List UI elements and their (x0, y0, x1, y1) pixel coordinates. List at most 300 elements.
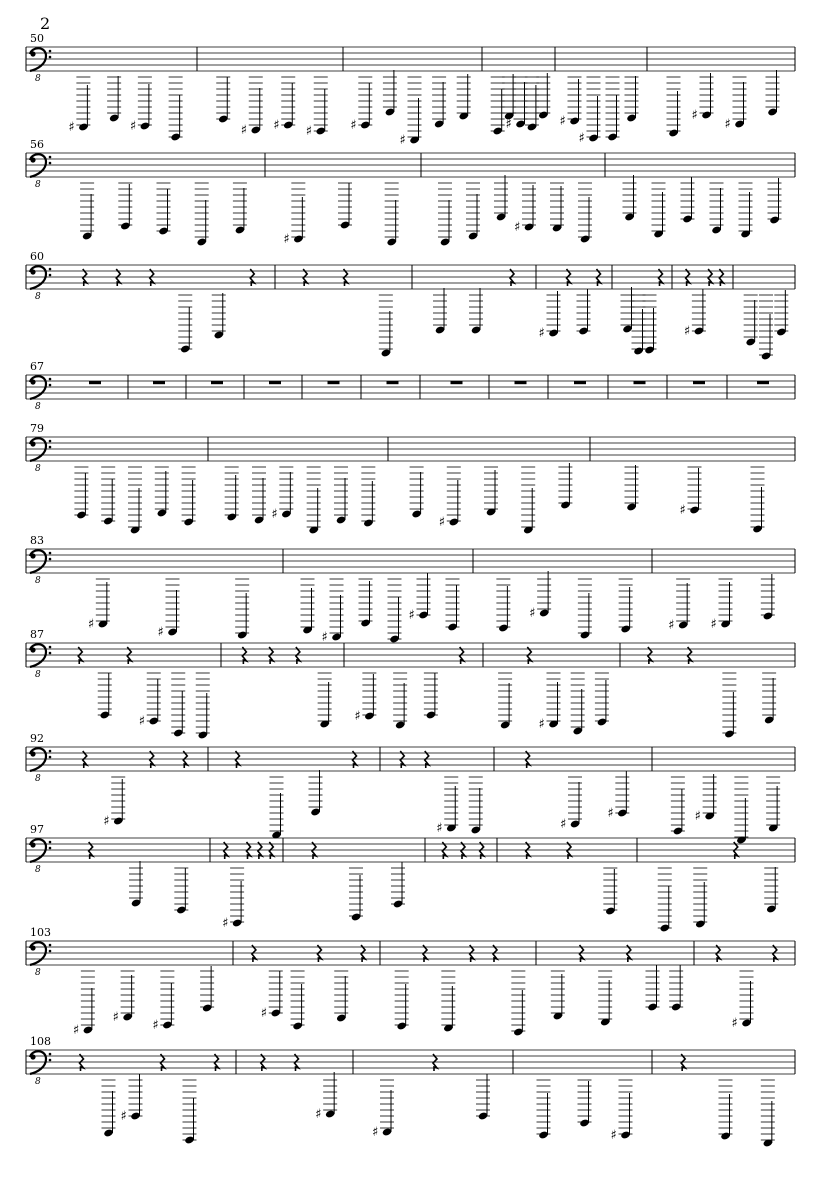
measure-number: 108 (30, 1035, 51, 1048)
note (578, 183, 592, 244)
note (595, 673, 609, 727)
note (269, 971, 283, 1018)
note (547, 291, 561, 338)
note (380, 1080, 394, 1137)
rest (317, 945, 321, 962)
sharp-accidental: ♯ (240, 123, 248, 138)
note (121, 971, 135, 1022)
note (652, 183, 666, 239)
sharp-accidental: ♯ (222, 916, 229, 931)
note (441, 971, 455, 1033)
note (447, 467, 461, 527)
note (417, 573, 431, 620)
note (281, 77, 295, 130)
measure-number: 67 (30, 360, 44, 373)
bass-clef-icon (30, 376, 51, 399)
rest (716, 945, 720, 962)
rest (236, 751, 240, 768)
note (494, 175, 508, 222)
note (568, 777, 582, 829)
bass-clef-icon (30, 942, 51, 965)
note (700, 73, 714, 120)
sharp-accidental: ♯ (112, 1010, 119, 1025)
note (252, 467, 266, 525)
sharp-accidental: ♯ (578, 131, 585, 146)
rest (526, 751, 530, 768)
note (118, 183, 132, 231)
note (111, 777, 125, 826)
note (719, 579, 733, 629)
note (80, 183, 94, 241)
note (693, 868, 707, 929)
note (444, 777, 458, 833)
rest (242, 647, 246, 664)
note (571, 673, 585, 736)
note (128, 467, 142, 535)
note (619, 1080, 633, 1140)
note (598, 971, 612, 1027)
sharp-accidental: ♯ (710, 617, 717, 632)
note (225, 467, 239, 522)
sharp-accidental: ♯ (68, 120, 75, 135)
measure-number: 50 (30, 32, 44, 45)
sharp-accidental: ♯ (529, 606, 536, 621)
sharp-accidental: ♯ (72, 1023, 80, 1038)
note (615, 771, 629, 818)
note (740, 971, 754, 1028)
rest (470, 945, 474, 962)
note (733, 77, 747, 129)
sharp-accidental: ♯ (438, 515, 446, 530)
note (621, 287, 635, 334)
bass-clef-icon (30, 48, 51, 71)
note (710, 183, 724, 235)
sharp-accidental: ♯ (260, 1006, 268, 1021)
bass-clef-icon (30, 644, 51, 667)
note (81, 971, 95, 1035)
note (432, 77, 446, 129)
rest (659, 269, 663, 286)
note (568, 77, 582, 126)
rest (423, 945, 427, 962)
rest (567, 269, 571, 286)
staff-system (26, 732, 795, 845)
sharp-accidental: ♯ (538, 717, 545, 732)
note (619, 579, 633, 634)
note (759, 295, 773, 361)
rest (567, 842, 571, 859)
note (550, 183, 564, 233)
octave-mark: 8 (35, 402, 41, 412)
octave-mark: 8 (35, 1077, 41, 1087)
rest (361, 945, 365, 962)
rest (527, 647, 531, 664)
note (578, 1080, 592, 1128)
rest (734, 842, 738, 859)
sharp-accidental: ♯ (610, 1128, 617, 1143)
note (138, 77, 152, 131)
note (466, 183, 480, 241)
note (160, 971, 174, 1030)
rest (773, 945, 777, 962)
note (692, 289, 706, 336)
measure-number: 56 (30, 138, 44, 151)
note (301, 579, 315, 635)
rest (648, 647, 652, 664)
note (98, 673, 112, 720)
note (469, 777, 483, 835)
sharp-accidental: ♯ (321, 630, 328, 645)
note (362, 673, 376, 721)
note (768, 178, 782, 225)
measure-number: 92 (30, 732, 44, 745)
note (537, 1080, 551, 1140)
sharp-accidental: ♯ (538, 326, 545, 341)
note (323, 1072, 337, 1119)
staff-system (26, 628, 795, 740)
note (722, 673, 736, 739)
rest (258, 842, 262, 859)
note (270, 777, 284, 840)
note (578, 579, 592, 640)
note (643, 295, 657, 355)
sharp-accidental: ♯ (505, 117, 512, 132)
sharp-accidental: ♯ (399, 133, 406, 148)
rest (688, 647, 692, 664)
note (766, 777, 780, 833)
note (498, 673, 512, 730)
note (157, 183, 171, 236)
rest (183, 751, 187, 768)
octave-mark: 8 (35, 292, 41, 302)
note (703, 774, 717, 821)
sharp-accidental: ♯ (120, 1109, 127, 1124)
rest (295, 1054, 299, 1071)
note (391, 862, 405, 909)
note (233, 183, 247, 235)
note (766, 70, 780, 117)
note (671, 777, 685, 836)
note (491, 77, 505, 136)
note (762, 673, 776, 725)
whole-rest (153, 381, 165, 384)
note (681, 177, 695, 224)
note (178, 295, 192, 354)
measure-number: 83 (30, 534, 44, 547)
note (551, 971, 565, 1021)
note (388, 579, 402, 644)
rest (510, 269, 514, 286)
note (385, 183, 399, 247)
rest (312, 842, 316, 859)
sharp-accidental: ♯ (273, 118, 280, 133)
bass-clef-icon (30, 550, 51, 573)
sharp-accidental: ♯ (679, 503, 686, 518)
octave-mark: 8 (35, 180, 41, 190)
rest (116, 269, 120, 286)
note (169, 77, 183, 142)
staff-system (26, 250, 795, 361)
rest (442, 842, 446, 859)
note (521, 467, 535, 535)
whole-rest (328, 381, 340, 384)
note (623, 175, 637, 222)
rest (78, 647, 82, 664)
note (361, 467, 375, 528)
sharp-accidental: ♯ (683, 324, 691, 339)
note (761, 574, 775, 621)
note (734, 777, 748, 845)
note (379, 295, 393, 358)
note (129, 861, 143, 908)
sharp-accidental: ♯ (668, 618, 675, 633)
note (646, 965, 660, 1012)
rest (597, 269, 601, 286)
rest (269, 842, 273, 859)
whole-rest (574, 381, 586, 384)
rest (353, 751, 357, 768)
octave-mark: 8 (35, 464, 41, 474)
note (739, 183, 753, 239)
whole-rest (515, 381, 527, 384)
page-number: 2 (40, 14, 51, 33)
sharp-accidental: ♯ (157, 625, 164, 640)
note (761, 1080, 775, 1148)
whole-rest (89, 381, 101, 384)
note (279, 467, 293, 519)
whole-rest (451, 381, 463, 384)
note (667, 77, 681, 138)
note (196, 673, 210, 740)
rest (526, 842, 530, 859)
octave-mark: 8 (35, 774, 41, 784)
rest (252, 945, 256, 962)
note (155, 467, 169, 518)
sharp-accidental: ♯ (436, 821, 443, 836)
rest (127, 647, 131, 664)
note (547, 673, 561, 729)
note (147, 673, 161, 726)
staff-system (26, 534, 795, 645)
note (330, 579, 344, 642)
note (658, 868, 672, 933)
note (102, 1080, 116, 1138)
staff-system (26, 422, 795, 535)
sharp-accidental: ♯ (354, 709, 361, 724)
note (291, 971, 305, 1031)
note (249, 77, 263, 135)
measure-number: 79 (30, 422, 44, 435)
sharp-accidental: ♯ (607, 806, 614, 821)
rest (80, 1054, 84, 1071)
sharp-accidental: ♯ (514, 220, 521, 235)
note (166, 579, 180, 637)
rest (425, 751, 429, 768)
note (669, 965, 683, 1012)
sharp-accidental: ♯ (283, 232, 290, 247)
sharp-accidental: ♯ (129, 119, 137, 134)
note (688, 467, 702, 515)
note (625, 76, 639, 123)
staff-system (26, 138, 795, 247)
octave-mark: 8 (35, 74, 41, 84)
rest (480, 842, 484, 859)
note (129, 1074, 143, 1121)
octave-mark: 8 (35, 576, 41, 586)
note (751, 467, 765, 534)
rest (686, 269, 690, 286)
rest (627, 945, 631, 962)
staff-system (26, 32, 795, 148)
rest (269, 647, 273, 664)
whole-rest (269, 381, 281, 384)
rest (344, 269, 348, 286)
note (96, 579, 110, 629)
note (587, 77, 601, 143)
sharp-accidental: ♯ (408, 608, 415, 623)
sharp-accidental: ♯ (138, 714, 146, 729)
note (496, 579, 510, 633)
note (603, 868, 617, 916)
bass-clef-icon (30, 266, 51, 289)
rest (461, 842, 465, 859)
note (359, 579, 373, 628)
note (183, 1080, 197, 1145)
sharp-accidental: ♯ (691, 108, 698, 123)
note (393, 673, 407, 730)
sharp-accidental: ♯ (694, 809, 701, 824)
note (358, 77, 372, 130)
bass-clef-icon (30, 839, 51, 862)
sharp-accidental: ♯ (350, 118, 357, 133)
note (457, 74, 471, 121)
note (338, 183, 352, 230)
staff-system (26, 823, 795, 933)
note (514, 77, 528, 129)
sharp-accidental: ♯ (372, 1125, 379, 1140)
note (195, 183, 209, 247)
rest (681, 1054, 685, 1071)
note (525, 77, 539, 132)
sharp-accidental: ♯ (305, 124, 313, 139)
note (395, 971, 409, 1031)
rest (261, 1054, 265, 1071)
whole-rest (211, 381, 223, 384)
staff-system (26, 360, 795, 412)
rest (89, 842, 93, 859)
measure-number: 97 (30, 823, 44, 836)
note (76, 77, 90, 132)
rest (83, 751, 87, 768)
note (235, 579, 249, 640)
note (764, 867, 778, 914)
staff-system (26, 1035, 795, 1148)
note (200, 966, 214, 1013)
note (216, 77, 230, 124)
note (212, 293, 226, 340)
note (408, 77, 422, 145)
rest (400, 751, 404, 768)
rest (493, 945, 497, 962)
note (182, 467, 196, 527)
octave-mark: 8 (35, 968, 41, 978)
note (424, 673, 438, 720)
note (107, 76, 121, 123)
rest (433, 1054, 437, 1071)
rest (215, 1054, 219, 1071)
note (307, 467, 321, 535)
rest (161, 1054, 165, 1071)
note (314, 77, 328, 136)
rest (83, 269, 87, 286)
rest (250, 269, 254, 286)
note (349, 868, 363, 922)
note (577, 289, 591, 336)
sharp-accidental: ♯ (315, 1107, 322, 1122)
note (383, 70, 397, 117)
sharp-accidental: ♯ (724, 117, 731, 132)
note (536, 73, 550, 120)
rest (150, 751, 154, 768)
note (438, 183, 452, 247)
note (744, 295, 758, 347)
rest (460, 647, 464, 664)
whole-rest (693, 381, 705, 384)
sharp-accidental: ♯ (152, 1018, 159, 1033)
note (171, 673, 185, 738)
measure-number: 103 (30, 926, 51, 939)
whole-rest (757, 381, 769, 384)
note (291, 183, 305, 244)
bass-clef-icon (30, 748, 51, 771)
note (410, 467, 424, 519)
rest (150, 269, 154, 286)
note (101, 467, 115, 526)
octave-mark: 8 (35, 865, 41, 875)
note (719, 1080, 733, 1141)
rest (247, 842, 251, 859)
whole-rest (634, 381, 646, 384)
note (537, 571, 551, 618)
bass-clef-icon (30, 154, 51, 177)
note (433, 288, 447, 335)
note (174, 868, 188, 915)
rest (719, 269, 723, 286)
sharp-accidental: ♯ (559, 114, 566, 129)
note (774, 290, 788, 337)
note (606, 77, 620, 142)
bass-clef-icon (30, 438, 51, 461)
note (230, 868, 244, 928)
note (334, 971, 348, 1023)
rest (303, 269, 307, 286)
note (511, 971, 525, 1037)
note (625, 465, 639, 512)
sharp-accidental: ♯ (87, 617, 95, 632)
note (469, 288, 483, 335)
sharp-accidental: ♯ (731, 1016, 738, 1031)
note (446, 579, 460, 632)
rest (708, 269, 712, 286)
measure-number: 87 (30, 628, 44, 641)
measure-number: 60 (30, 250, 44, 263)
note (309, 770, 323, 817)
sharp-accidental: ♯ (103, 814, 110, 829)
note (676, 579, 690, 630)
note (318, 673, 332, 729)
bass-clef-icon (30, 1051, 51, 1074)
rest (296, 647, 300, 664)
